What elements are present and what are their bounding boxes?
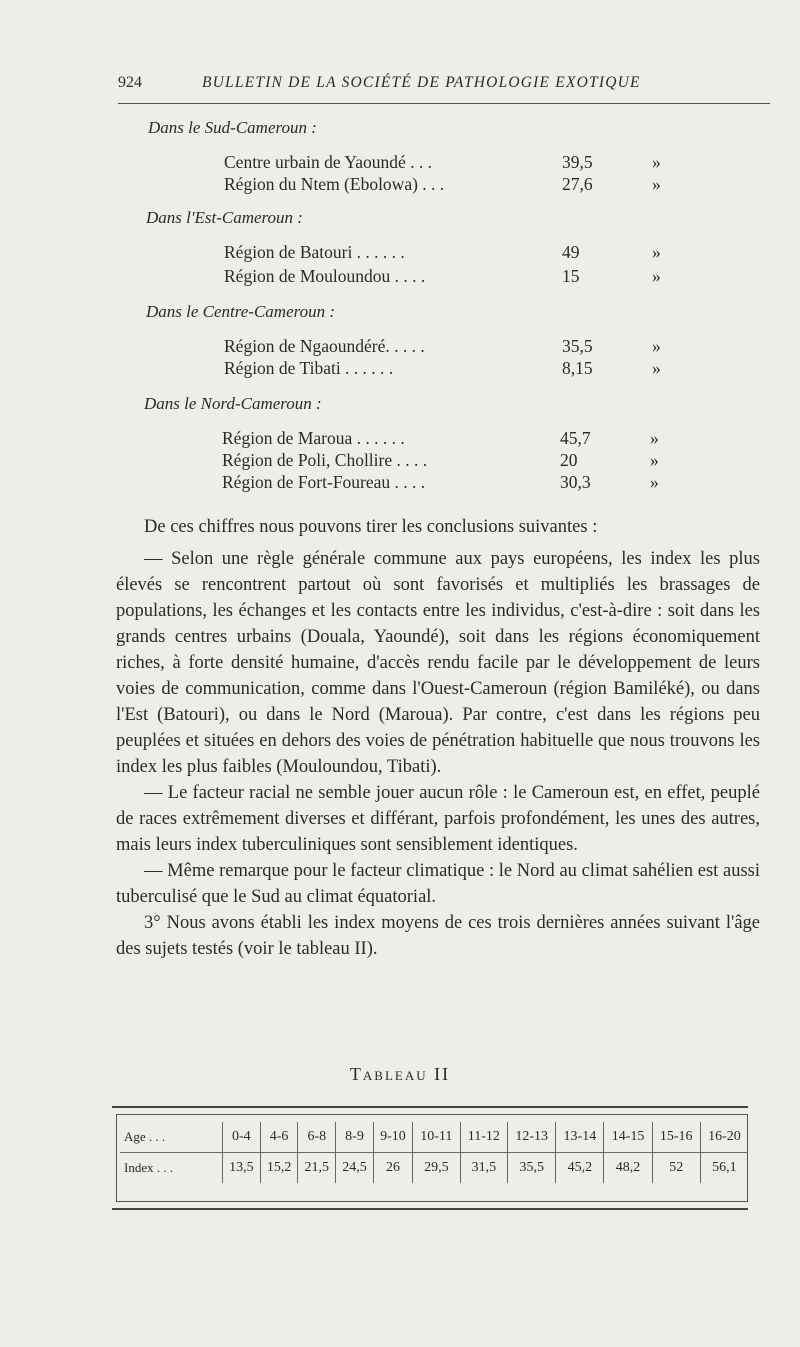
index-cell: 24,5 [336,1153,374,1184]
list-item [224,174,684,196]
list-item [222,472,684,494]
region-value: 30,3 [560,472,591,492]
age-cell: 11-12 [460,1122,508,1153]
paragraph-facteur-racial: — Le facteur racial ne semble jouer aucun rôle : le Cameroun est, en effet, peuplé de races extrêmement diverses et différant, parfois profondément, les unes des autres, mais leurs index tuberculiniques sont sensiblement identiques. [116,783,760,855]
region-name: Région de Fort-Foureau . . . . [222,472,426,492]
age-cell: 10-11 [413,1122,461,1153]
body-text [116,514,760,962]
ditto-mark: » [650,428,659,448]
section-heading-sud: Dans le Sud-Cameroun : [148,118,317,137]
index-cell: 31,5 [460,1153,508,1184]
paragraph-intro: De ces chiffres nous pouvons tirer les conclusions suivantes : [144,517,598,537]
region-value: 27,6 [562,174,593,194]
index-cell: 52 [652,1153,700,1184]
index-cell: 26 [373,1153,412,1184]
index-cell: 35,5 [508,1153,556,1184]
list-item [224,336,684,358]
section-heading-est: Dans l'Est-Cameroun : [146,208,303,227]
region-value: 49 [562,242,580,262]
list-item [224,266,684,288]
region-name: Région de Tibati . . . . . . [224,358,394,378]
region-value: 35,5 [562,336,593,356]
ditto-mark: » [652,266,661,286]
region-name: Région du Ntem (Ebolowa) . . . [224,174,445,194]
index-cell: 29,5 [413,1153,461,1184]
ditto-mark: » [652,152,661,172]
region-name: Région de Maroua . . . . . . [222,428,405,448]
region-value: 15 [562,266,580,286]
table-row-age [120,1122,748,1153]
ditto-mark: » [652,174,661,194]
ditto-mark: » [652,242,661,262]
index-cell: 15,2 [260,1153,298,1184]
index-cell: 13,5 [223,1153,261,1184]
paragraph-facteur-climatique: — Même remarque pour le facteur climatique : le Nord au climat sahélien est aussi tuberculisé que le Sud au climat équatorial. [116,861,760,907]
section-heading-nord: Dans le Nord-Cameroun : [144,394,322,413]
index-cell: 45,2 [556,1153,604,1184]
ditto-mark: » [650,450,659,470]
region-name: Région de Ngaoundéré. . . . . [224,336,425,356]
row-label-age: Age . . . [120,1122,223,1153]
list-item [224,152,684,174]
age-cell: 0-4 [223,1122,261,1153]
region-value: 20 [560,450,578,470]
ditto-mark: » [652,336,661,356]
ditto-mark: » [650,472,659,492]
region-name: Région de Batouri . . . . . . [224,242,405,262]
list-item [222,450,684,472]
table-title: Tableau II [349,1064,451,1084]
data-table [120,1122,748,1183]
region-name: Région de Mouloundou . . . . [224,266,426,286]
index-cell: 56,1 [700,1153,748,1184]
page-header [118,70,770,100]
index-cell: 48,2 [604,1153,652,1184]
age-cell: 13-14 [556,1122,604,1153]
ditto-mark: » [652,358,661,378]
page-number: 924 [118,74,142,91]
table-frame [112,1106,748,1210]
region-value: 45,7 [560,428,591,448]
paragraph-rule-generale: — Selon une règle générale commune aux pays européens, les index les plus élevés se rencontrent partout où sont favorisés et multipliés les brassages de populations, les échanges et les contacts entre les individus, c'est-à-dire : soit dans les grands centres urbains (Douala, Yaoundé), soit dans les régions économiquement riches, à forte densité humaine, d'accès rendu facile par le développement de leurs voies de communication, comme dans l'Ouest-Cameroun (région Bamiléké), ou dans l'Est (Batouri), ou dans le Nord (Maroua). Par contre, c'est dans les régions peu peuplées et situées en dehors des voies de pénétration habituelle que nous trouvons les index les plus faibles (Mouloundou, Tibati). [116,549,760,777]
list-item [224,358,684,380]
list-item [222,428,684,450]
table-row-index [120,1153,748,1184]
age-cell: 15-16 [652,1122,700,1153]
header-rule [118,103,770,104]
age-cell: 4-6 [260,1122,298,1153]
running-title: BULLETIN DE LA SOCIÉTÉ DE PATHOLOGIE EXOTIQUE [202,74,641,91]
age-cell: 6-8 [298,1122,336,1153]
row-label-index: Index . . . [124,1160,174,1175]
paragraph-index-moyens: 3° Nous avons établi les index moyens de ces trois dernières années suivant l'âge des sujets testés (voir le tableau II). [116,913,760,959]
age-cell: 12-13 [508,1122,556,1153]
region-name: Centre urbain de Yaoundé . . . [224,152,433,172]
section-heading-centre: Dans le Centre-Cameroun : [146,302,336,321]
region-name: Région de Poli, Chollire . . . . [222,450,428,470]
age-cell: 9-10 [373,1122,412,1153]
index-cell: 21,5 [298,1153,336,1184]
age-cell: 8-9 [336,1122,374,1153]
region-value: 8,15 [562,358,593,378]
list-item [224,242,684,264]
age-cell: 14-15 [604,1122,652,1153]
region-value: 39,5 [562,152,593,172]
age-cell: 16-20 [700,1122,748,1153]
